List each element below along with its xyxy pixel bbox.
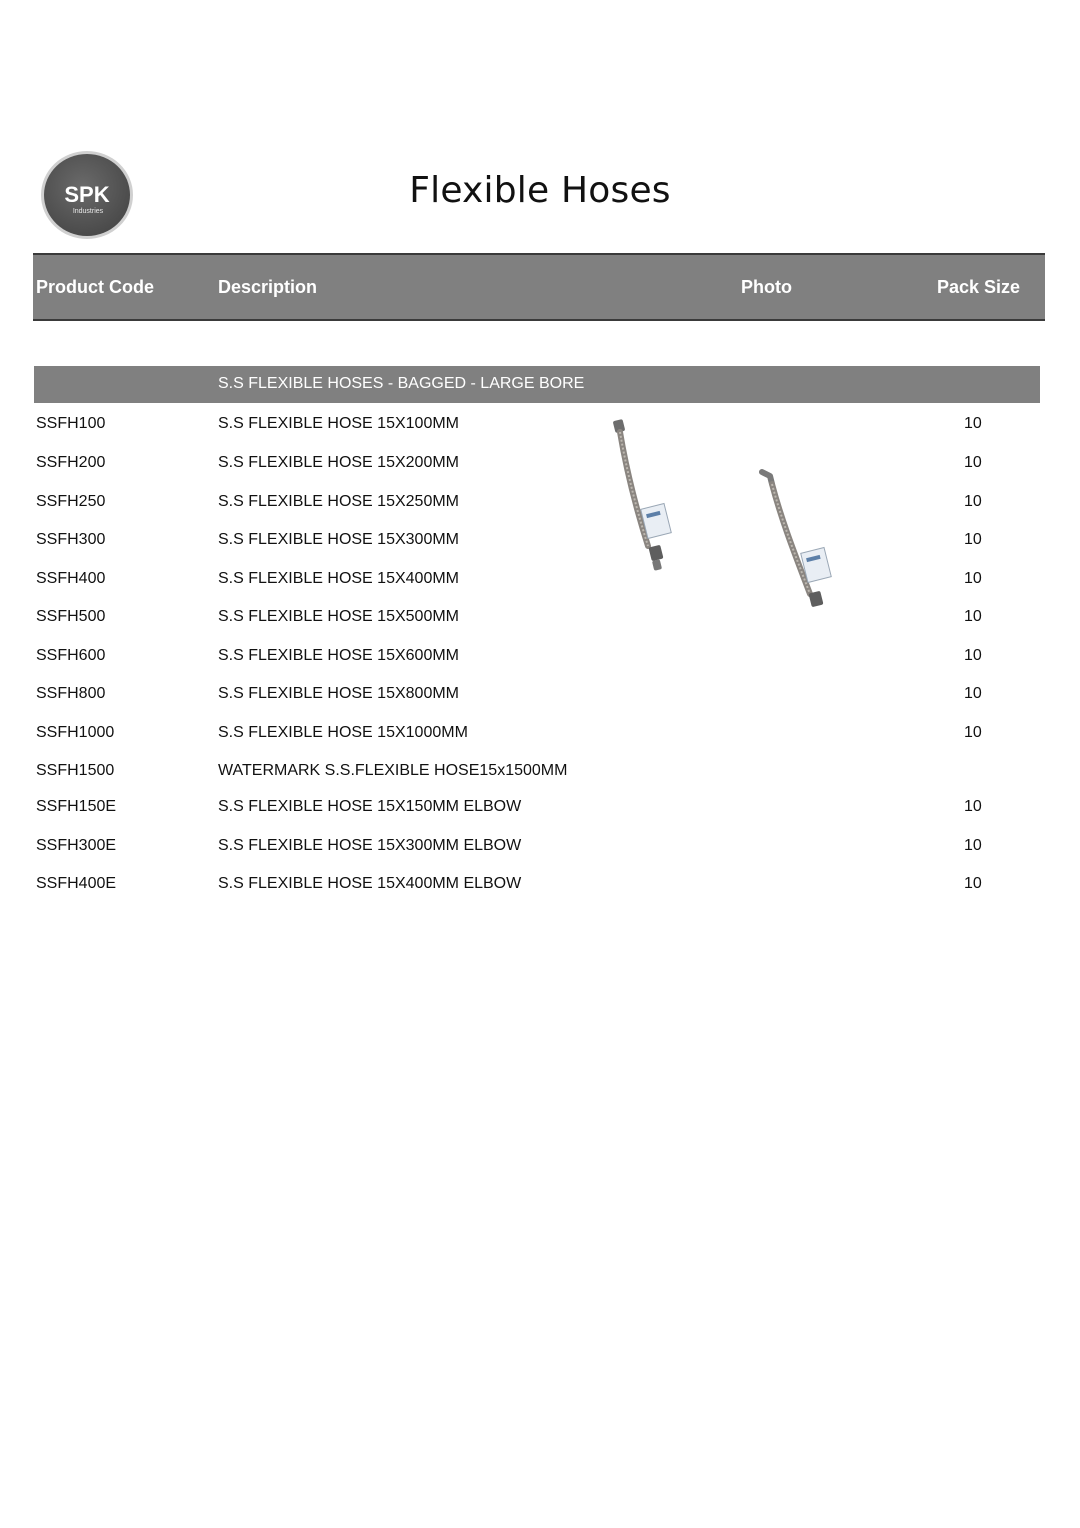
elbow-hose-photo <box>756 462 836 612</box>
product-description: S.S FLEXIBLE HOSE 15X200MM <box>218 454 459 471</box>
table-row <box>36 493 1036 515</box>
table-row <box>36 875 1036 897</box>
pack-size: 10 <box>964 608 982 625</box>
product-description: S.S FLEXIBLE HOSE 15X400MM ELBOW <box>218 875 522 892</box>
pack-size: 10 <box>964 570 982 587</box>
product-code: SSFH250 <box>36 493 106 510</box>
product-description: S.S FLEXIBLE HOSE 15X100MM <box>218 415 459 432</box>
pack-size: 10 <box>964 685 982 702</box>
product-code: SSFH200 <box>36 454 106 471</box>
straight-hose-photo <box>608 418 678 578</box>
product-description: S.S FLEXIBLE HOSE 15X1000MM <box>218 724 468 741</box>
product-code: SSFH300 <box>36 531 106 548</box>
product-code: SSFH800 <box>36 685 106 702</box>
page-title: Flexible Hoses <box>409 170 671 211</box>
product-description: WATERMARK S.S.FLEXIBLE HOSE15x1500MM <box>218 762 568 779</box>
product-description: S.S FLEXIBLE HOSE 15X500MM <box>218 608 459 625</box>
pack-size: 10 <box>964 875 982 892</box>
product-description: S.S FLEXIBLE HOSE 15X800MM <box>218 685 459 702</box>
product-description: S.S FLEXIBLE HOSE 15X300MM <box>218 531 459 548</box>
pack-size: 10 <box>964 724 982 741</box>
section-title: S.S FLEXIBLE HOSES - BAGGED - LARGE BORE <box>218 375 585 392</box>
table-header <box>33 253 1045 321</box>
table-row <box>36 531 1036 553</box>
product-code: SSFH500 <box>36 608 106 625</box>
product-code: SSFH150E <box>36 798 117 815</box>
section-header <box>34 366 1040 403</box>
pack-size: 10 <box>964 531 982 548</box>
pack-size: 10 <box>964 493 982 510</box>
header-pack-size: Pack Size <box>937 277 1021 297</box>
product-code: SSFH300E <box>36 837 117 854</box>
product-description: S.S FLEXIBLE HOSE 15X250MM <box>218 493 459 510</box>
table-row <box>36 415 1036 437</box>
product-description: S.S FLEXIBLE HOSE 15X300MM ELBOW <box>218 837 522 854</box>
product-description: S.S FLEXIBLE HOSE 15X400MM <box>218 570 459 587</box>
product-description: S.S FLEXIBLE HOSE 15X150MM ELBOW <box>218 798 522 815</box>
pack-size: 10 <box>964 415 982 432</box>
pack-size: 10 <box>964 798 982 815</box>
header-photo: Photo <box>741 277 792 297</box>
product-description: S.S FLEXIBLE HOSE 15X600MM <box>218 647 459 664</box>
logo-text: SPK <box>64 182 110 207</box>
table-row <box>36 454 1036 476</box>
table-row <box>36 608 1036 630</box>
logo-subtext: Industries <box>72 208 104 215</box>
table-row <box>36 647 1036 669</box>
product-code: SSFH400 <box>36 570 106 587</box>
table-row <box>36 685 1036 707</box>
header-product-code: Product Code <box>36 277 155 297</box>
product-code: SSFH400E <box>36 875 117 892</box>
table-row <box>36 837 1036 859</box>
table-row <box>36 570 1036 592</box>
product-code: SSFH1000 <box>36 724 115 741</box>
table-row <box>36 798 1036 820</box>
header-description: Description <box>218 277 318 297</box>
table-row <box>36 724 1036 746</box>
table-row <box>36 762 1036 784</box>
pack-size: 10 <box>964 454 982 471</box>
product-code: SSFH1500 <box>36 762 115 779</box>
product-code: SSFH100 <box>36 415 106 432</box>
pack-size: 10 <box>964 837 982 854</box>
pack-size: 10 <box>964 647 982 664</box>
product-code: SSFH600 <box>36 647 106 664</box>
